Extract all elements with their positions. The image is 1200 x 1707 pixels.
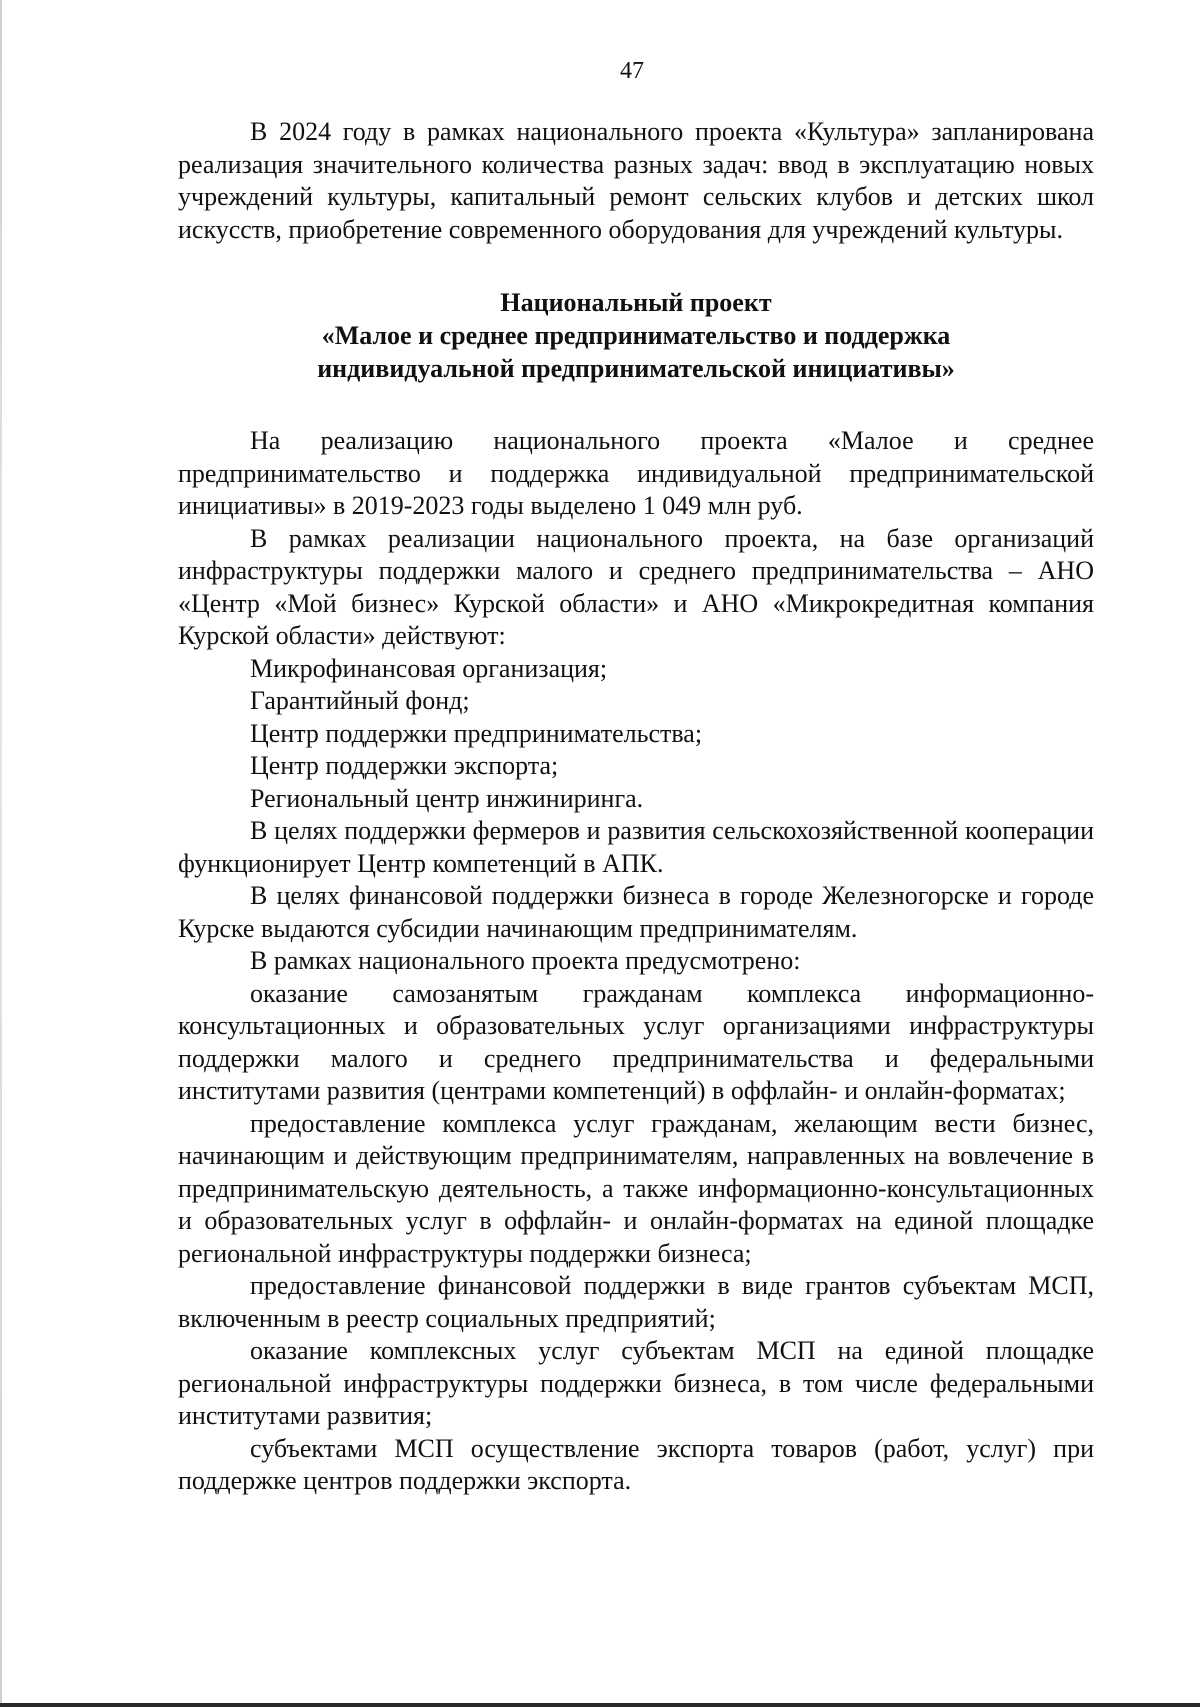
scan-edge-bottom (0, 1703, 1200, 1707)
heading-line-3: индивидуальной предпринимательской инициативы» (317, 354, 955, 383)
infrastructure-paragraph: В рамках реализации национального проекта, на базе организаций инфраструктуры поддержки малого и среднего предпринимательства – АНО «Центр «Мой бизнес» Курской области» и АНО «Микрокредитная компания Курской области» действуют: (178, 523, 1094, 650)
farmers-paragraph: В целях поддержки фермеров и развития сельскохозяйственной кооперации функционирует Центр компетенций в АПК. (178, 816, 1094, 878)
provision-item: оказание самозанятым гражданам комплекса информационно-консультационных и образовательных услуг организациями инфраструктуры поддержки малого и среднего предпринимательства и федеральными институтами развития (центрами компетенций) в оффлайн- и онлайн-форматах; (178, 978, 1094, 1105)
document-body (178, 116, 1094, 1498)
org-list-item: Региональный центр инжиниринга. (250, 783, 644, 813)
heading-line-2: «Малое и среднее предпринимательство и поддержка (321, 321, 951, 350)
provision-item: оказание комплексных услуг субъектам МСП на единой площадке региональной инфраструктуры поддержки бизнеса, в том числе федеральными институтами развития; (178, 1336, 1094, 1430)
scan-edge-left (0, 0, 2, 1707)
provisions-intro: В рамках национального проекта предусмотрено: (250, 946, 801, 975)
subsidies-paragraph: В целях финансовой поддержки бизнеса в городе Железногорске и городе Курске выдаются субсидии начинающим предпринимателям. (178, 881, 1094, 943)
org-list-item: Центр поддержки предпринимательства; (250, 718, 703, 748)
section-heading (178, 286, 1094, 385)
provision-item: предоставление финансовой поддержки в виде грантов субъектам МСП, включенным в реестр социальных предприятий; (178, 1271, 1094, 1333)
org-list-item: Гарантийный фонд; (250, 686, 470, 715)
page-number: 47 (620, 58, 644, 84)
org-list-item: Центр поддержки экспорта; (250, 751, 559, 780)
org-list-item: Микрофинансовая организация; (250, 653, 608, 683)
intro-paragraph: В 2024 году в рамках национального проекта «Культура» запланирована реализация значительного количества разных задач: ввод в эксплуатацию новых учреждений культуры, капитальный ремонт сельских клубов и детских школ искусств, приобретение современного оборудования для учреждений культуры. (178, 117, 1094, 244)
provision-item: субъектами МСП осуществление экспорта товаров (работ, услуг) при поддержке центров поддержки экспорта. (178, 1433, 1094, 1495)
provision-item: предоставление комплекса услуг гражданам, желающим вести бизнес, начинающим и действующим предпринимателям, направленных на вовлечение в предпринимательскую деятельность, а также информационно-консультационных и образовательных услуг в оффлайн- и онлайн-форматах на единой площадке региональной инфраструктуры поддержки бизнеса; (178, 1108, 1094, 1268)
funding-paragraph: На реализацию национального проекта «Малое и среднее предпринимательство и поддержка индивидуальной предпринимательской инициативы» в 2019-2023 годы выделено 1 049 млн руб. (178, 426, 1094, 520)
heading-line-1: Национальный проект (500, 288, 772, 317)
